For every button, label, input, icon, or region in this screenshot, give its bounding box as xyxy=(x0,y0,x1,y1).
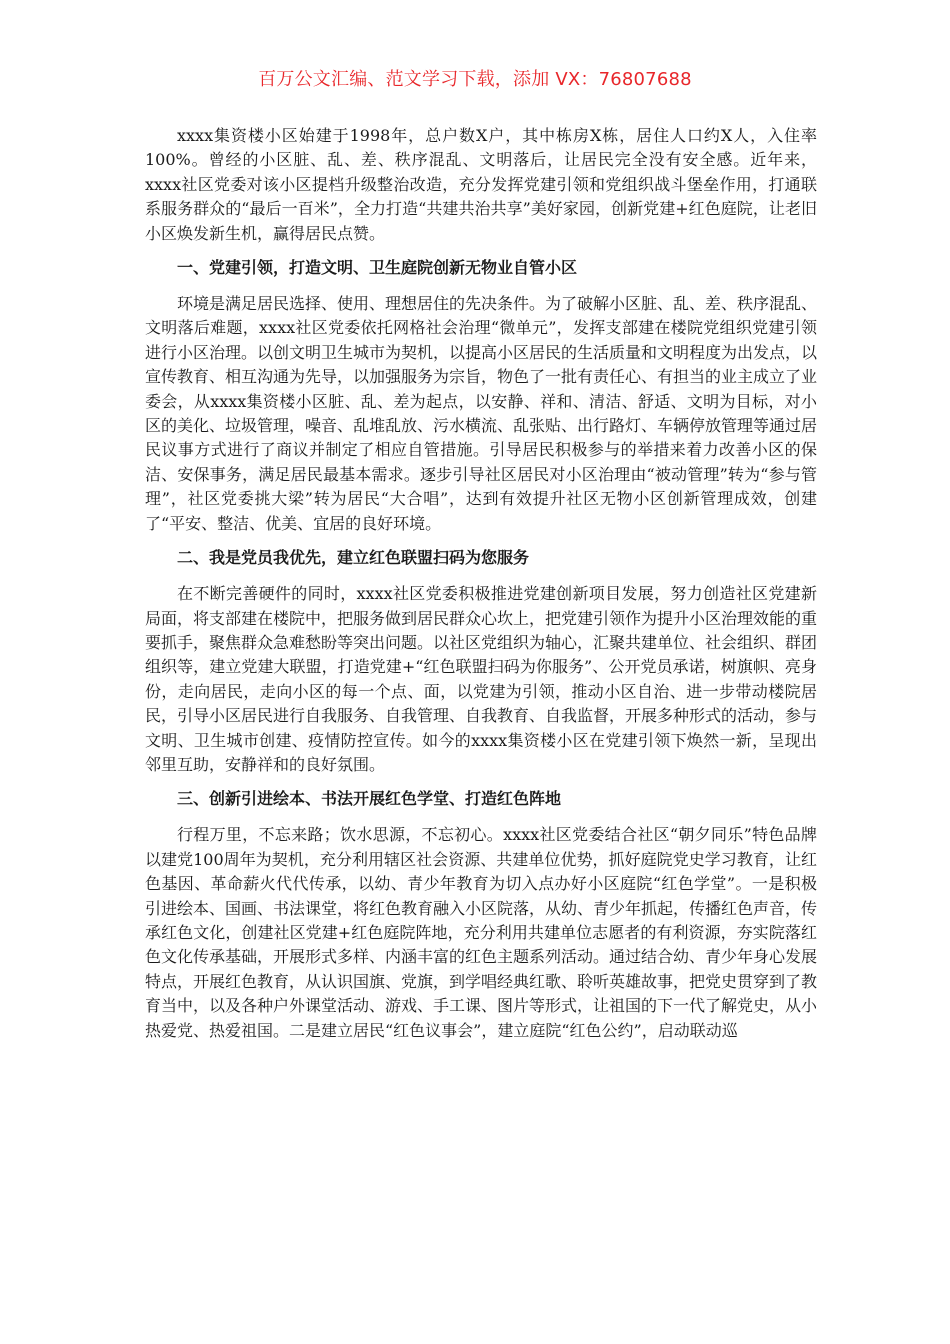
section-paragraph-2: 在不断完善硬件的同时，xxxx社区党委积极推进党建创新项目发展，努力创造社区党建新局面，将支部建在楼院中，把服务做到居民群众心坎上，把党建引领作为提升小区治理效能的重要抓手，聚焦群众急难愁盼等突出问题。以社区党组织为轴心，汇聚共建单位、社会组织、群团组织等，建立党建大联盟，打造党建+“红色联盟扫码为你服务”、公开党员承诺，树旗帜、亮身份，走向居民，走向小区的每一个点、面，以党建为引领，推动小区自治、进一步带动楼院居民，引导小区居民进行自我服务、自我管理、自我教育、自我监督，开展多种形式的活动，参与文明、卫生城市创建、疫情防控宣传。如今的xxxx集资楼小区在党建引领下焕然一新，呈现出邻里互助，安静祥和的良好氛围。 xyxy=(145,584,818,774)
section-heading-1: 一、党建引领，打造文明、卫生庭院创新无物业自管小区 xyxy=(177,258,578,278)
page-header-banner: 百万公文汇编、范文学习下载，添加 VX：76807688 xyxy=(258,69,692,90)
section-heading-3: 三、创新引进绘本、书法开展红色学堂、打造红色阵地 xyxy=(177,789,562,809)
section-paragraph-3: 行程万里，不忘来路；饮水思源，不忘初心。xxxx社区党委结合社区“朝夕同乐”特色品牌以建党100周年为契机，充分利用辖区社会资源、共建单位优势，抓好庭院党史学习教育，让红色基因、革命薪火代代传承，以幼、青少年教育为切入点办好小区庭院“红色学堂”。一是积极引进绘本、国画、书法课堂，将红色教育融入小区院落，从幼、青少年抓起，传播红色声音，传承红色文化，创建社区党建+红色庭院阵地，充分利用共建单位志愿者的有利资源，夯实院落红色文化传承基础，开展形式多样、内涵丰富的红色主题系列活动。通过结合幼、青少年身心发展特点，开展红色教育，从认识国旗、党旗，到学唱经典红歌、聆听英雄故事，把党史贯穿到了教育当中，以及各种户外课堂活动、游戏、手工课、图片等形式，让祖国的下一代了解党史，从小热爱党、热爱祖国。二是建立居民“红色议事会”，建立庭院“红色公约”，启动联动巡 xyxy=(145,825,818,1040)
document-body xyxy=(145,124,817,1043)
section-heading-2: 二、我是党员我优先，建立红色联盟扫码为您服务 xyxy=(177,548,530,568)
section-paragraph-1: 环境是满足居民选择、使用、理想居住的先决条件。为了破解小区脏、乱、差、秩序混乱、文明落后难题，xxxx社区党委依托网格社会治理“微单元”，发挥支部建在楼院党组织党建引领进行小区治理。以创文明卫生城市为契机，以提高小区居民的生活质量和文明程度为出发点，以宣传教育、相互沟通为先导，以加强服务为宗旨，物色了一批有责任心、有担当的业主成立了业委会，从xxxx集资楼小区脏、乱、差为起点，以安静、祥和、清洁、舒适、文明为目标，对小区的美化、垃圾管理，噪音、乱堆乱放、污水横流、乱张贴、出行路灯、车辆停放管理等通过居民议事方式进行了商议并制定了相应自管措施。引导居民积极参与的举措来着力改善小区的保洁、安保事务，满足居民最基本需求。逐步引导社区居民对小区治理由“被动管理”转为“参与管理”，社区党委挑大梁”转为居民“大合唱”，达到有效提升社区无物小区创新管理成效，创建了“平安、整洁、优美、宜居的良好环境。 xyxy=(145,294,818,533)
intro-paragraph: xxxx集资楼小区始建于1998年，总户数X户，其中栋房X栋，居住人口约X人，入住率100%。曾经的小区脏、乱、差、秩序混乱、文明落后，让居民完全没有安全感。近年来，xxxx社区党委对该小区提档升级整治改造，充分发挥党建引领和党组织战斗堡垒作用，打通联系服务群众的“最后一百米”，全力打造“共建共治共享”美好家园，创新党建+红色庭院，让老旧小区焕发新生机，赢得居民点赞。 xyxy=(145,126,817,243)
